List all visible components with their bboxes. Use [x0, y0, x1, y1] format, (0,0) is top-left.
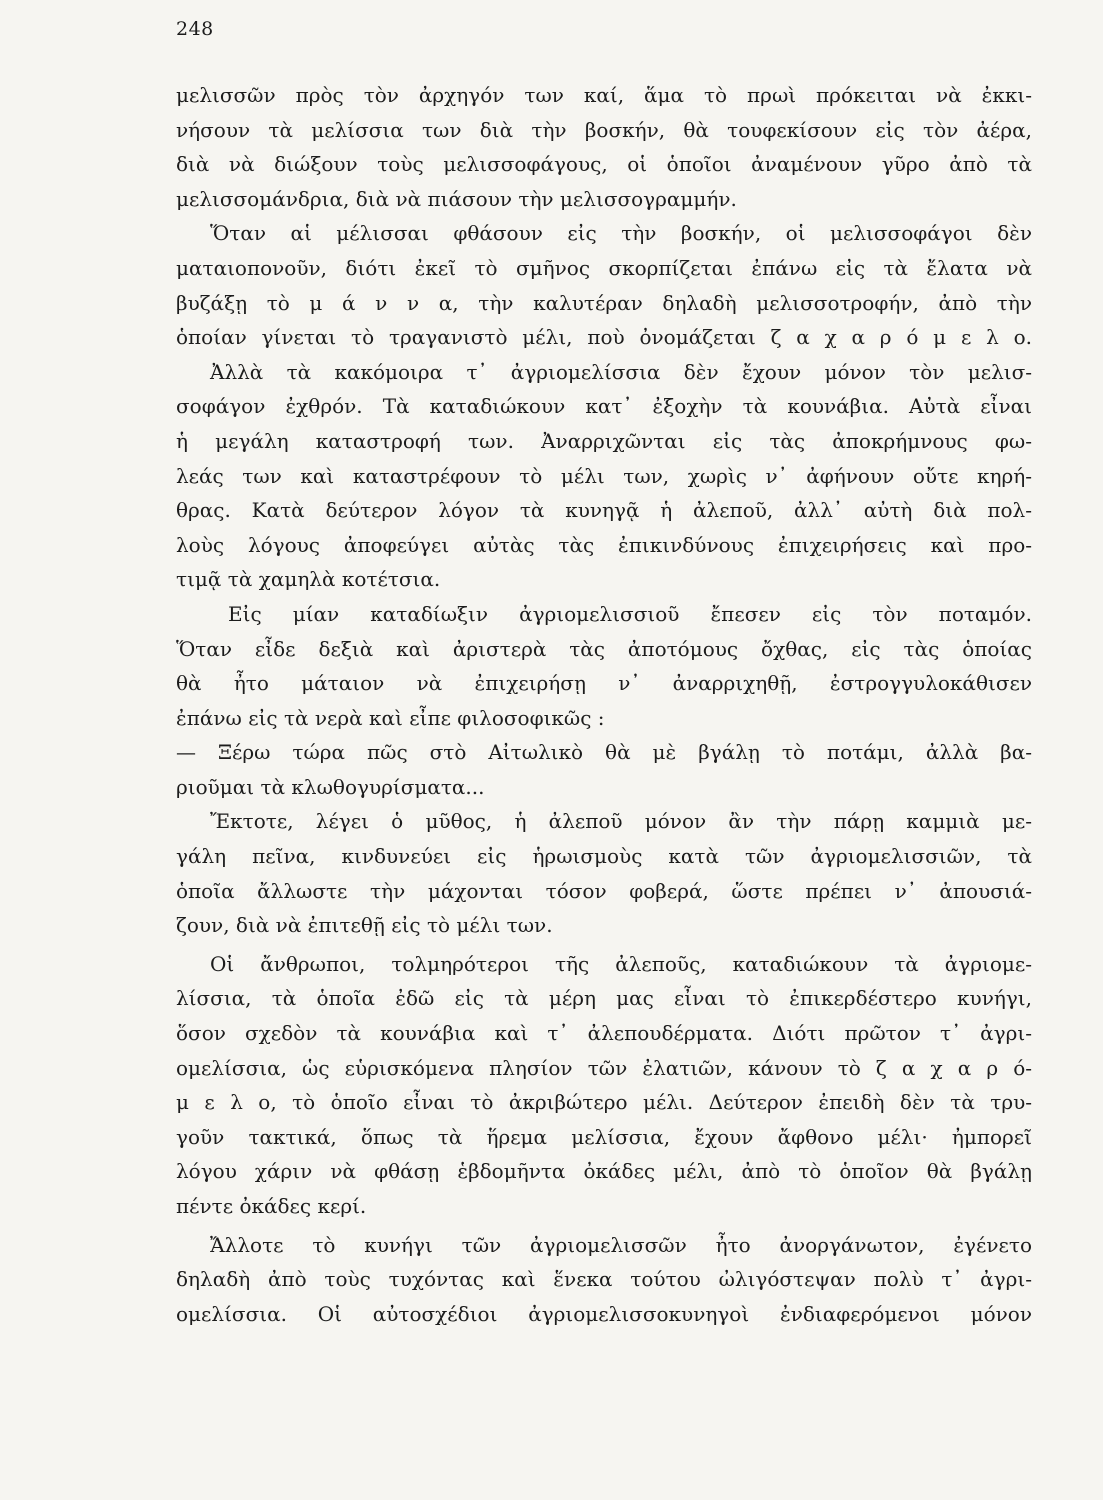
text-line: νήσουν τὰ μελίσσια των διὰ τὴν βοσκήν, θὰ τουφεκίσουν εἰς τὸν ἀέρα, [176, 117, 1032, 142]
text-line: τιμᾷ τὰ χαμηλὰ κοτέτσια. [176, 567, 441, 592]
text-line: ριοῦμαι τὰ κλωθογυρίσματα... [176, 774, 485, 799]
text-line: ομελίσσια, ὡς εὑρισκόμενα πλησίον τῶν ἐλατιῶν, κάνουν τὸ ζ α χ α ρ ό- [176, 1055, 1032, 1080]
text-line: ἡ μεγάλη καταστροφή των. Ἀναρριχῶνται εἰς τὰς ἀποκρήμνους φω- [176, 428, 1032, 453]
text-line: Ὅταν αἱ μέλισσαι φθάσουν εἰς τὴν βοσκήν, οἱ μελισσοφάγοι δὲν [210, 221, 1032, 246]
text-line: ὁποῖα ἄλλωστε τὴν μάχονται τόσον φοβερά, ὥστε πρέπει ν᾽ ἀπουσιά- [176, 878, 1032, 903]
text-line: Ἄλλοτε τὸ κυνήγι τῶν ἀγριομελισσῶν ἦτο ἀνοργάνωτον, ἐγένετο [210, 1232, 1032, 1257]
paragraph [176, 947, 1032, 1224]
text-line: λίσσια, τὰ ὁποῖα ἐδῶ εἰς τὰ μέρη μας εἶναι τὸ ἐπικερδέστερο κυνήγι, [176, 986, 1032, 1011]
body-text [176, 78, 1032, 1331]
text-line: Οἱ ἄνθρωποι, τολμηρότεροι τῆς ἀλεποῦς, καταδιώκουν τὰ ἀγριομε- [210, 951, 1032, 976]
paragraph [176, 78, 1032, 216]
text-line: πέντε ὀκάδες κερί. [176, 1194, 367, 1218]
paragraph [176, 597, 1032, 735]
text-line: θρας. Κατὰ δεύτερον λόγον τὰ κυνηγᾷ ἡ ἀλεποῦ, ἀλλ᾽ αὐτὴ διὰ πολ- [176, 498, 1032, 523]
paragraph [176, 216, 1032, 354]
text-line: μελισσομάνδρια, διὰ νὰ πιάσουν τὴν μελισσογραμμήν. [176, 186, 737, 211]
text-line: λεάς των καὶ καταστρέφουν τὸ μέλι των, χωρὶς ν᾽ ἀφήνουν οὔτε κηρή- [176, 463, 1032, 488]
text-line: δηλαδὴ ἀπὸ τοὺς τυχόντας καὶ ἕνεκα τούτου ὠλιγόστεψαν πολὺ τ᾽ ἀγρι- [176, 1267, 1032, 1292]
text-line: Ἔκτοτε, λέγει ὁ μῦθος, ἡ ἀλεποῦ μόνον ἂν τὴν πάρῃ καμμιὰ με- [210, 809, 1032, 834]
paragraph [176, 735, 1032, 804]
text-line: ματαιοπονοῦν, διότι ἐκεῖ τὸ σμῆνος σκορπίζεται ἐπάνω εἰς τὰ ἔλατα νὰ [176, 255, 1032, 280]
text-line: Ἀλλὰ τὰ κακόμοιρα τ᾽ ἀγριομελίσσια δὲν ἔχουν μόνον τὸν μελισ- [210, 359, 1032, 384]
text-line: λοὺς λόγους ἀποφεύγει αὐτὰς τὰς ἐπικινδύνους ἐπιχειρήσεις καὶ προ- [176, 532, 1032, 557]
text-line: μ ε λ ο, τὸ ὁποῖο εἶναι τὸ ἀκριβώτερο μέλι. Δεύτερον ἐπειδὴ δὲν τὰ τρυ- [176, 1090, 1032, 1115]
text-line: σοφάγον ἐχθρόν. Τὰ καταδιώκουν κατ᾽ ἐξοχὴν τὰ κουνάβια. Αὐτὰ εἶναι [176, 394, 1032, 419]
text-line: ζουν, διὰ νὰ ἐπιτεθῇ εἰς τὸ μέλι των. [176, 913, 553, 938]
page-number: 248 [176, 18, 214, 40]
text-line: ομελίσσια. Οἱ αὐτοσχέδιοι ἀγριομελισσοκυνηγοὶ ἐνδιαφερόμενοι μόνον [176, 1301, 1032, 1326]
text-line: μελισσῶν πρὸς τὸν ἀρχηγόν των καί, ἅμα τὸ πρωὶ πρόκειται νὰ ἐκκι- [176, 83, 1032, 107]
paragraph [176, 1228, 1032, 1332]
text-line: ὅσον σχεδὸν τὰ κουνάβια καὶ τ᾽ ἀλεπουδέρματα. Διότι πρῶτον τ᾽ ἀγρι- [176, 1021, 1032, 1046]
text-line: Ὅταν εἶδε δεξιὰ καὶ ἀριστερὰ τὰς ἀποτόμους ὄχθας, εἰς τὰς ὁποίας [176, 636, 1032, 661]
text-line: — Ξέρω τώρα πῶς στὸ Αἰτωλικὸ θὰ μὲ βγάλῃ τὸ ποτάμι, ἀλλὰ βα- [176, 740, 1032, 765]
paragraph [176, 804, 1032, 942]
text-line: βυζάξῃ τὸ μ ά ν ν α, τὴν καλυτέραν δηλαδὴ μελισσοτροφήν, ἀπὸ τὴν [176, 290, 1032, 315]
text-line: λόγου χάριν νὰ φθάσῃ ἑβδομῆντα ὀκάδες μέλι, ἀπὸ τὸ ὁποῖον θὰ βγάλῃ [176, 1159, 1032, 1184]
text-line: γάλη πεῖνα, κινδυνεύει εἰς ἡρωισμοὺς κατὰ τῶν ἀγριομελισσιῶν, τὰ [176, 844, 1032, 869]
text-line: Εἰς μίαν καταδίωξιν ἀγριομελισσιοῦ ἔπεσεν εἰς τὸν ποταμόν. [228, 601, 1032, 626]
paragraph [176, 355, 1032, 597]
text-line: ἐπάνω εἰς τὰ νερὰ καὶ εἶπε φιλοσοφικῶς : [176, 705, 605, 730]
text-line: θὰ ἦτο μάταιον νὰ ἐπιχειρήσῃ ν᾽ ἀναρριχηθῇ, ἐστρογγυλοκάθισεν [176, 671, 1032, 696]
text-line: ὁποίαν γίνεται τὸ τραγανιστὸ μέλι, ποὺ ὀνομάζεται ζ α χ α ρ ό μ ε λ ο. [176, 325, 1032, 350]
text-line: γοῦν τακτικά, ὅπως τὰ ἥρεμα μελίσσια, ἔχουν ἄφθονο μέλι· ἠμπορεῖ [176, 1124, 1032, 1149]
text-line: διὰ νὰ διώξουν τοὺς μελισσοφάγους, οἱ ὁποῖοι ἀναμένουν γῦρο ἀπὸ τὰ [176, 152, 1032, 177]
